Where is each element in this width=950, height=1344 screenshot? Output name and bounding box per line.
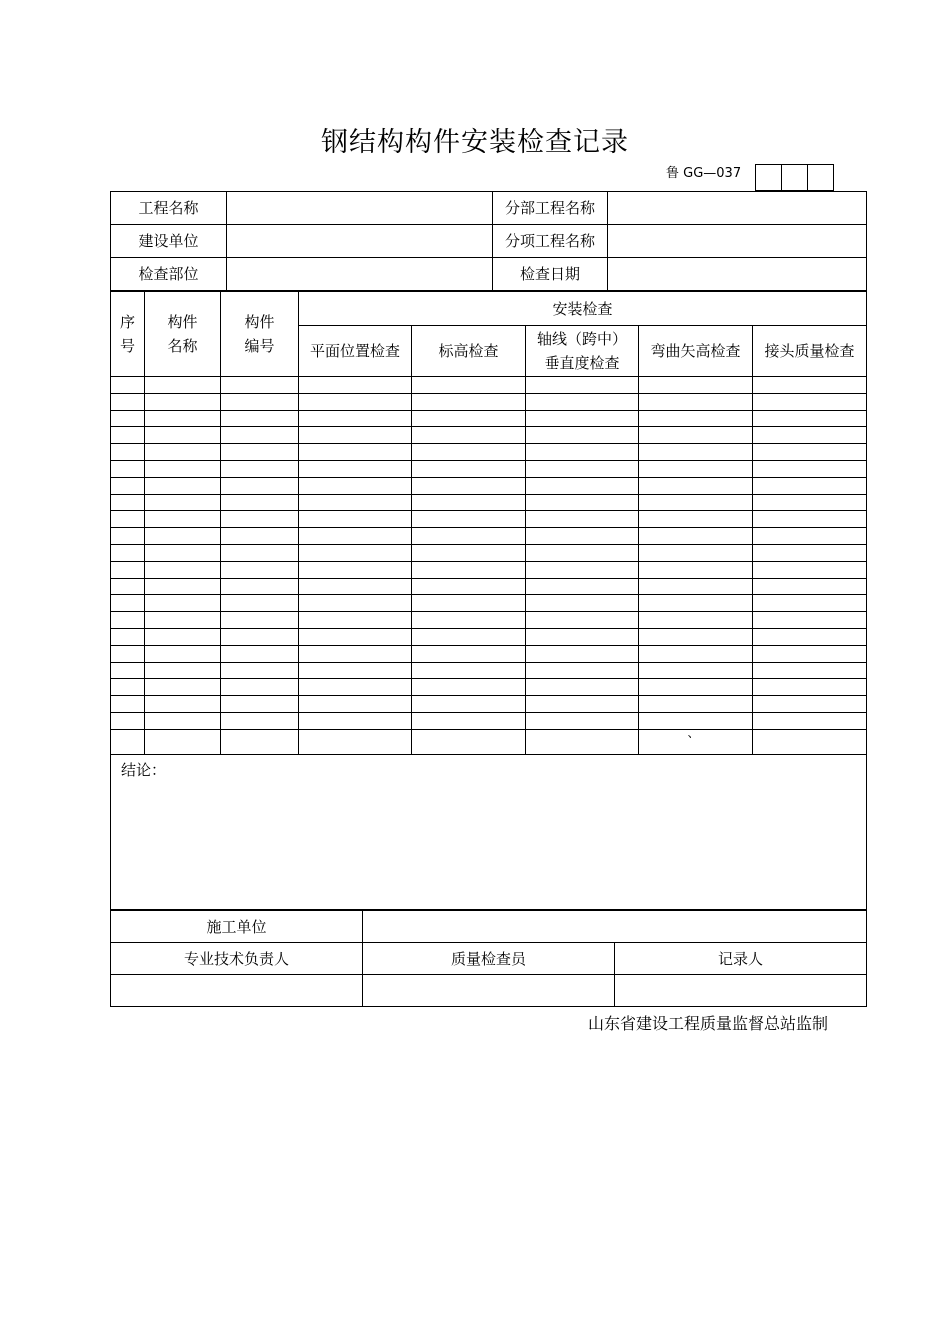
code-box[interactable] (807, 164, 834, 191)
table-cell[interactable] (111, 460, 145, 477)
table-cell[interactable] (221, 612, 299, 629)
table-cell[interactable] (412, 477, 526, 494)
table-cell[interactable] (639, 595, 753, 612)
table-cell[interactable] (526, 410, 639, 427)
table-cell[interactable] (639, 494, 753, 511)
signature-table (110, 910, 867, 1007)
page-title: 钢结构构件安装检查记录 (321, 127, 629, 158)
recorder-sign-field[interactable] (615, 975, 867, 1007)
table-cell[interactable] (526, 377, 639, 394)
table-cell[interactable] (753, 511, 867, 528)
table-cell[interactable] (526, 544, 639, 561)
table-cell[interactable] (145, 427, 221, 444)
conclusion-label: 结论： (121, 760, 167, 779)
table-cell[interactable] (639, 444, 753, 461)
table-cell[interactable] (639, 544, 753, 561)
table-cell[interactable] (526, 628, 639, 645)
table-cell[interactable] (145, 511, 221, 528)
table-cell[interactable] (299, 444, 412, 461)
code-boxes (755, 164, 834, 191)
code-box[interactable] (781, 164, 808, 191)
table-cell[interactable] (299, 377, 412, 394)
table-cell[interactable] (753, 477, 867, 494)
table-cell[interactable] (221, 645, 299, 662)
table-cell[interactable] (753, 460, 867, 477)
table-cell[interactable] (221, 561, 299, 578)
division-field[interactable] (608, 192, 867, 225)
table-row (111, 528, 867, 545)
table-cell[interactable] (753, 410, 867, 427)
table-cell[interactable] (299, 662, 412, 679)
table-cell[interactable] (145, 662, 221, 679)
table-cell[interactable] (639, 511, 753, 528)
table-cell[interactable] (145, 645, 221, 662)
table-row (111, 544, 867, 561)
table-cell[interactable] (526, 427, 639, 444)
data-rows (111, 377, 867, 755)
table-cell[interactable] (412, 544, 526, 561)
table-cell[interactable] (412, 578, 526, 595)
construction-unit-label: 建设单位 (111, 225, 227, 258)
table-row (111, 696, 867, 713)
plane-position-header: 平面位置检查 (299, 326, 412, 377)
table-row (111, 393, 867, 410)
table-cell[interactable] (111, 679, 145, 696)
table-cell[interactable] (111, 477, 145, 494)
table-cell[interactable] (299, 729, 412, 754)
form-code: 鲁 GG—037 (666, 166, 742, 181)
table-cell[interactable] (412, 645, 526, 662)
table-row (111, 427, 867, 444)
table-cell[interactable] (412, 612, 526, 629)
table-cell[interactable] (526, 662, 639, 679)
code-box[interactable] (755, 164, 782, 191)
table-cell[interactable] (753, 377, 867, 394)
table-cell[interactable] (299, 628, 412, 645)
table-cell[interactable] (221, 679, 299, 696)
table-cell[interactable] (111, 712, 145, 729)
table-cell[interactable] (145, 679, 221, 696)
table-cell[interactable] (412, 393, 526, 410)
table-cell[interactable] (639, 679, 753, 696)
table-row (111, 444, 867, 461)
table-cell[interactable] (526, 494, 639, 511)
project-name-label: 工程名称 (111, 192, 227, 225)
table-row (111, 578, 867, 595)
table-cell[interactable] (111, 511, 145, 528)
table-row (111, 712, 867, 729)
table-cell[interactable] (526, 528, 639, 545)
table-cell[interactable] (412, 662, 526, 679)
table-cell[interactable] (412, 628, 526, 645)
table-cell[interactable] (299, 679, 412, 696)
col-seq-line2: 号 (119, 337, 135, 355)
table-cell[interactable] (145, 410, 221, 427)
table-cell[interactable] (299, 696, 412, 713)
recorder-label: 记录人 (615, 943, 867, 975)
table-cell[interactable] (753, 729, 867, 754)
footer-supervisor: 山东省建设工程质量监督总站监制 (588, 1014, 829, 1033)
table-cell[interactable] (299, 477, 412, 494)
table-cell[interactable] (221, 578, 299, 595)
axis-header-line2: 垂直度检查 (544, 354, 620, 372)
table-cell[interactable] (639, 393, 753, 410)
table-row (111, 729, 867, 754)
division-label: 分部工程名称 (493, 192, 608, 225)
table-cell[interactable] (111, 645, 145, 662)
quality-inspector-label: 质量检查员 (363, 943, 615, 975)
table-cell[interactable] (753, 595, 867, 612)
table-cell[interactable] (221, 460, 299, 477)
table-cell[interactable] (299, 544, 412, 561)
table-cell[interactable] (753, 393, 867, 410)
table-cell[interactable] (639, 561, 753, 578)
table-cell[interactable] (221, 393, 299, 410)
table-cell[interactable] (299, 612, 412, 629)
table-row (111, 460, 867, 477)
table-cell[interactable] (526, 477, 639, 494)
table-cell[interactable] (526, 393, 639, 410)
table-cell[interactable] (145, 628, 221, 645)
table-cell[interactable] (753, 628, 867, 645)
construction-unit-sign-field[interactable] (363, 911, 867, 943)
table-cell[interactable] (145, 544, 221, 561)
table-cell[interactable] (111, 561, 145, 578)
table-cell[interactable] (639, 645, 753, 662)
table-cell[interactable] (526, 578, 639, 595)
table-cell[interactable] (299, 712, 412, 729)
tick-mark: 、 (687, 726, 700, 741)
subitem-field[interactable] (608, 225, 867, 258)
table-cell[interactable] (111, 662, 145, 679)
table-cell[interactable] (753, 612, 867, 629)
table-cell[interactable] (639, 612, 753, 629)
table-cell[interactable] (111, 444, 145, 461)
table-cell[interactable] (639, 578, 753, 595)
table-cell[interactable] (753, 544, 867, 561)
table-cell[interactable] (639, 410, 753, 427)
table-cell[interactable] (145, 528, 221, 545)
table-cell[interactable] (412, 377, 526, 394)
table-cell[interactable] (412, 712, 526, 729)
table-cell[interactable] (412, 494, 526, 511)
table-cell[interactable] (111, 494, 145, 511)
table-cell[interactable] (753, 679, 867, 696)
table-cell[interactable] (145, 696, 221, 713)
axis-vertical-header (526, 326, 639, 377)
table-cell[interactable] (753, 712, 867, 729)
table-cell[interactable] (145, 460, 221, 477)
table-cell[interactable] (145, 595, 221, 612)
table-cell[interactable] (526, 595, 639, 612)
table-cell[interactable] (221, 528, 299, 545)
table-row (111, 477, 867, 494)
table-cell[interactable] (753, 528, 867, 545)
install-check-header: 安装检查 (299, 292, 867, 326)
table-cell[interactable] (299, 595, 412, 612)
col-member-name-line2: 名称 (167, 337, 198, 355)
table-cell[interactable] (412, 427, 526, 444)
table-cell[interactable] (221, 696, 299, 713)
table-cell[interactable] (221, 377, 299, 394)
table-cell[interactable] (412, 561, 526, 578)
table-cell[interactable] (221, 444, 299, 461)
table-row (111, 511, 867, 528)
table-cell[interactable] (221, 595, 299, 612)
quality-inspector-sign-field[interactable] (363, 975, 615, 1007)
table-cell[interactable] (299, 494, 412, 511)
table-cell[interactable] (221, 628, 299, 645)
camber-header: 弯曲矢高检查 (639, 326, 753, 377)
table-cell[interactable] (639, 477, 753, 494)
table-cell[interactable] (145, 578, 221, 595)
table-row (111, 561, 867, 578)
table-cell[interactable] (412, 528, 526, 545)
table-cell[interactable] (145, 494, 221, 511)
inspection-date-field[interactable] (608, 258, 867, 291)
table-row (111, 410, 867, 427)
table-cell[interactable] (111, 696, 145, 713)
table-cell[interactable] (639, 726, 753, 754)
table-cell[interactable] (299, 393, 412, 410)
table-cell[interactable] (526, 712, 639, 729)
table-cell[interactable] (526, 511, 639, 528)
table-cell[interactable] (111, 544, 145, 561)
axis-header-line1: 轴线（跨中） (536, 330, 627, 348)
table-cell[interactable] (111, 377, 145, 394)
table-cell[interactable] (111, 393, 145, 410)
table-row (111, 679, 867, 696)
info-table (110, 191, 867, 291)
inspection-part-field[interactable] (227, 258, 493, 291)
construction-unit-field[interactable] (227, 225, 493, 258)
subitem-label: 分项工程名称 (493, 225, 608, 258)
table-cell[interactable] (145, 377, 221, 394)
table-cell[interactable] (753, 427, 867, 444)
table-cell[interactable] (639, 377, 753, 394)
table-cell[interactable] (299, 578, 412, 595)
table-cell[interactable] (753, 578, 867, 595)
table-cell[interactable] (639, 528, 753, 545)
table-cell[interactable] (412, 460, 526, 477)
table-cell[interactable] (526, 612, 639, 629)
table-cell[interactable] (221, 662, 299, 679)
table-cell[interactable] (221, 544, 299, 561)
table-cell[interactable] (299, 528, 412, 545)
table-row (111, 494, 867, 511)
table-cell[interactable] (221, 494, 299, 511)
project-name-field[interactable] (227, 192, 493, 225)
table-cell[interactable] (299, 561, 412, 578)
table-cell[interactable] (111, 729, 145, 754)
table-cell[interactable] (639, 460, 753, 477)
inspection-part-label: 检查部位 (111, 258, 227, 291)
table-cell[interactable] (221, 477, 299, 494)
table-cell[interactable] (111, 612, 145, 629)
table-row (111, 628, 867, 645)
col-seq-header (111, 292, 145, 377)
table-cell[interactable] (145, 712, 221, 729)
table-cell[interactable] (111, 427, 145, 444)
table-row (111, 595, 867, 612)
table-cell[interactable] (412, 410, 526, 427)
table-cell[interactable] (526, 460, 639, 477)
table-cell[interactable] (753, 494, 867, 511)
table-row (111, 662, 867, 679)
inspection-date-label: 检查日期 (493, 258, 608, 291)
table-cell[interactable] (412, 696, 526, 713)
table-cell[interactable] (111, 528, 145, 545)
table-cell[interactable] (412, 511, 526, 528)
inspection-table (110, 291, 867, 910)
table-cell[interactable] (753, 561, 867, 578)
table-cell[interactable] (753, 444, 867, 461)
table-cell[interactable] (145, 444, 221, 461)
col-member-no-header (221, 292, 299, 377)
table-cell[interactable] (639, 628, 753, 645)
table-cell[interactable] (299, 460, 412, 477)
table-cell[interactable] (111, 628, 145, 645)
table-cell[interactable] (221, 511, 299, 528)
joint-quality-header: 接头质量检查 (753, 326, 867, 377)
col-member-no-line2: 编号 (244, 337, 275, 355)
table-cell[interactable] (299, 645, 412, 662)
table-row (111, 377, 867, 394)
table-cell[interactable] (526, 696, 639, 713)
tech-lead-label: 专业技术负责人 (111, 943, 363, 975)
table-row (111, 612, 867, 629)
table-cell[interactable] (299, 427, 412, 444)
table-cell[interactable] (145, 612, 221, 629)
table-cell[interactable] (412, 679, 526, 696)
table-cell[interactable] (221, 427, 299, 444)
table-cell[interactable] (221, 729, 299, 754)
table-cell[interactable] (639, 662, 753, 679)
table-cell[interactable] (753, 645, 867, 662)
col-member-no-line1: 构件 (244, 313, 275, 331)
table-row (111, 645, 867, 662)
table-cell[interactable] (526, 645, 639, 662)
table-cell[interactable] (111, 410, 145, 427)
table-cell[interactable] (412, 729, 526, 754)
table-cell[interactable] (221, 410, 299, 427)
col-seq-line1: 序 (119, 313, 135, 331)
table-cell[interactable] (145, 477, 221, 494)
table-cell[interactable] (299, 511, 412, 528)
table-cell[interactable] (299, 410, 412, 427)
table-cell[interactable] (526, 444, 639, 461)
col-member-name-line1: 构件 (167, 313, 198, 331)
table-cell[interactable] (145, 561, 221, 578)
table-cell[interactable] (412, 444, 526, 461)
table-cell[interactable] (526, 561, 639, 578)
table-cell[interactable] (111, 578, 145, 595)
table-cell[interactable] (111, 595, 145, 612)
table-cell[interactable] (145, 729, 221, 754)
table-cell[interactable] (639, 696, 753, 713)
table-cell[interactable] (412, 595, 526, 612)
table-cell[interactable] (753, 662, 867, 679)
col-member-name-header (145, 292, 221, 377)
table-cell[interactable] (526, 729, 639, 754)
tech-lead-sign-field[interactable] (111, 975, 363, 1007)
conclusion-cell[interactable] (111, 754, 867, 909)
table-cell[interactable] (145, 393, 221, 410)
table-cell[interactable] (526, 679, 639, 696)
table-cell[interactable] (639, 427, 753, 444)
table-cell[interactable] (753, 696, 867, 713)
elevation-header: 标高检查 (412, 326, 526, 377)
construction-unit-sign-label: 施工单位 (111, 911, 363, 943)
table-cell[interactable] (221, 712, 299, 729)
